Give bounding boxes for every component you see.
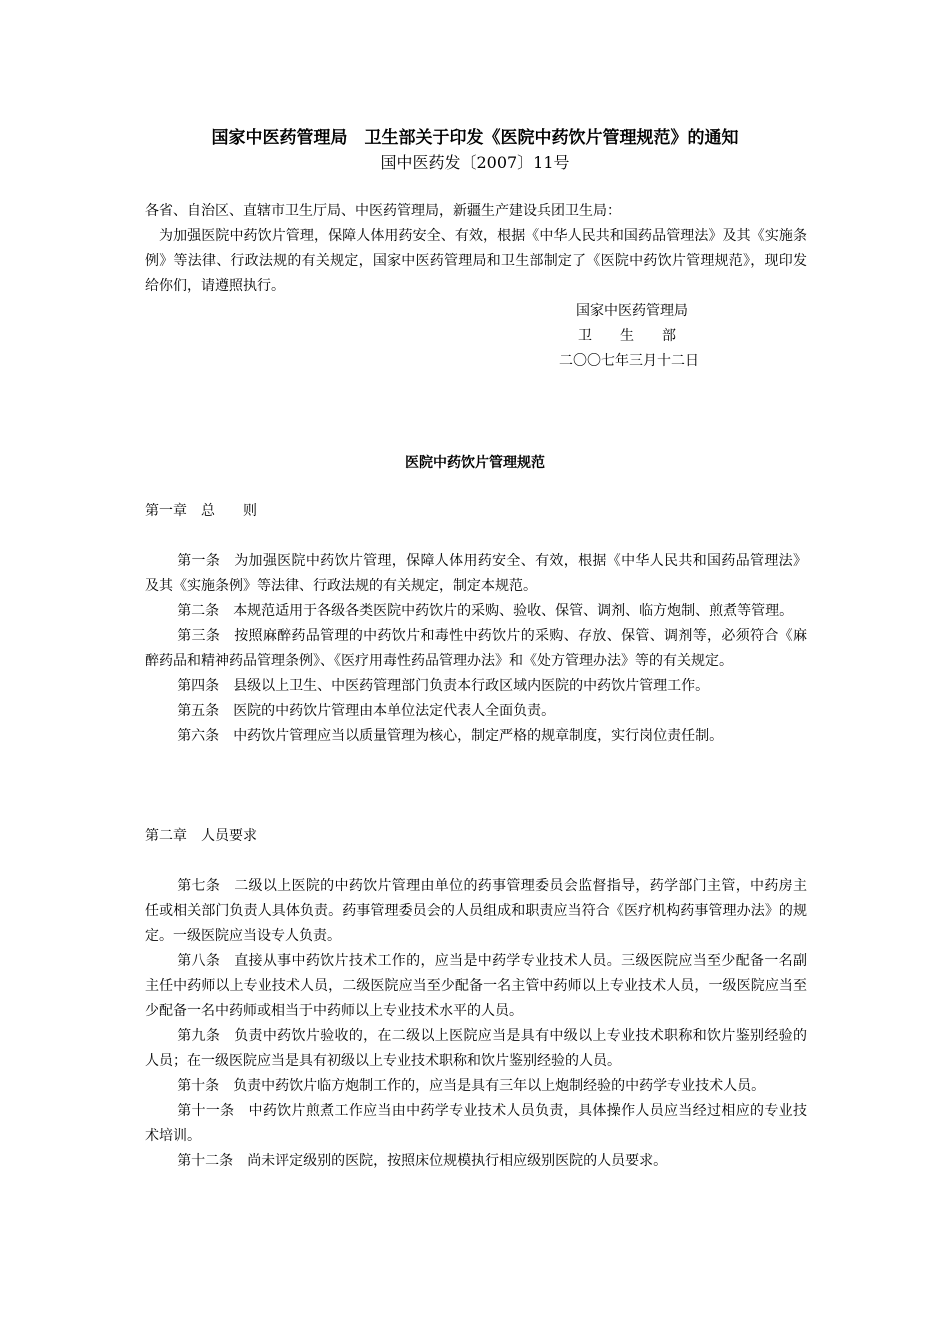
article-item bbox=[145, 1099, 807, 1149]
chapter-1-heading: 第一章 总 则 bbox=[145, 503, 257, 519]
article-item bbox=[145, 549, 807, 599]
article-item bbox=[145, 1024, 807, 1074]
regulation-title: 医院中药饮片管理规范 bbox=[405, 455, 545, 471]
article-number: 第七条 bbox=[177, 878, 221, 894]
article-number: 第十一条 bbox=[177, 1103, 235, 1119]
article-number: 第一条 bbox=[177, 553, 221, 569]
signer-ministry: 卫 生 部 bbox=[578, 328, 676, 344]
article-item bbox=[145, 674, 807, 699]
notice-body-block bbox=[145, 199, 807, 299]
article-number: 第十条 bbox=[177, 1078, 220, 1094]
article-number: 第三条 bbox=[177, 628, 221, 644]
article-text: 负责中药饮片临方炮制工作的，应当是具有三年以上炮制经验的中药学专业技术人员。 bbox=[233, 1078, 766, 1094]
document-number: 国中医药发〔2007〕11号 bbox=[380, 153, 570, 172]
article-number: 第六条 bbox=[177, 728, 220, 744]
article-number: 第四条 bbox=[177, 678, 220, 694]
article-number: 第十二条 bbox=[177, 1153, 234, 1169]
article-number: 第二条 bbox=[177, 603, 220, 619]
article-item bbox=[145, 699, 807, 724]
article-text: 按照麻醉药品管理的中药饮片和毒性中药饮片的采购、存放、保管、调剂等，必须符合《麻醉药品和精神药品管理条例》、《医疗用毒性药品管理办法》和《处方管理办法》等的有关规定。 bbox=[145, 628, 808, 669]
article-item bbox=[145, 599, 807, 624]
chapter-1-articles bbox=[145, 549, 807, 749]
article-item bbox=[145, 624, 807, 674]
article-item bbox=[145, 874, 807, 949]
article-text: 直接从事中药饮片技术工作的，应当是中药学专业技术人员。三级医院应当至少配备一名副主任中药师以上专业技术人员，二级医院应当至少配备一名主管中药师以上专业技术人员，一级医院应当至少配备一名中药师或相当于中药师以上专业技术水平的人员。 bbox=[145, 953, 808, 1019]
salutation: 各省、自治区、直辖市卫生厅局、中医药管理局，新疆生产建设兵团卫生局： bbox=[145, 203, 621, 219]
article-text: 医院的中药饮片管理由本单位法定代表人全面负责。 bbox=[233, 703, 556, 719]
notice-date: 二〇〇七年三月十二日 bbox=[559, 353, 699, 369]
article-text: 中药饮片煎煮工作应当由中药学专业技术人员负责，具体操作人员应当经过相应的专业技术培训。 bbox=[145, 1103, 808, 1144]
article-item bbox=[145, 1149, 807, 1174]
article-item bbox=[145, 949, 807, 1024]
article-text: 二级以上医院的中药饮片管理由单位的药事管理委员会监督指导，药学部门主管，中药房主任或相关部门负责人具体负责。药事管理委员会的人员组成和职责应当符合《医疗机构药事管理办法》的规定。一级医院应当设专人负责。 bbox=[145, 878, 808, 944]
article-text: 负责中药饮片验收的，在二级以上医院应当是具有中级以上专业技术职称和饮片鉴别经验的人员；在一级医院应当是具有初级以上专业技术职称和饮片鉴别经验的人员。 bbox=[145, 1028, 808, 1069]
article-number: 第五条 bbox=[177, 703, 220, 719]
article-item bbox=[145, 724, 807, 749]
article-text: 县级以上卫生、中医药管理部门负责本行政区域内医院的中药饮片管理工作。 bbox=[233, 678, 710, 694]
chapter-2-heading: 第二章 人员要求 bbox=[145, 828, 257, 844]
notice-title: 国家中医药管理局 卫生部关于印发《医院中药饮片管理规范》的通知 bbox=[211, 128, 739, 148]
article-text: 为加强医院中药饮片管理，保障人体用药安全、有效，根据《中华人民共和国药品管理法》及其《实施条例》等法律、行政法规的有关规定，制定本规范。 bbox=[145, 553, 808, 594]
chapter-2-articles bbox=[145, 874, 807, 1174]
article-text: 中药饮片管理应当以质量管理为核心，制定严格的规章制度，实行岗位责任制。 bbox=[233, 728, 724, 744]
article-item bbox=[145, 1074, 807, 1099]
article-number: 第九条 bbox=[177, 1028, 221, 1044]
article-text: 本规范适用于各级各类医院中药饮片的采购、验收、保管、调剂、临方炮制、煎煮等管理。 bbox=[233, 603, 794, 619]
signer-admin: 国家中医药管理局 bbox=[576, 303, 688, 319]
article-number: 第八条 bbox=[177, 953, 221, 969]
notice-body: 为加强医院中药饮片管理，保障人体用药安全、有效，根据《中华人民共和国药品管理法》及其《实施条例》等法律、行政法规的有关规定，国家中医药管理局和卫生部制定了《医院中药饮片管理规范》，现印发给你们，请遵照执行。 bbox=[145, 228, 807, 294]
article-text: 尚未评定级别的医院，按照床位规模执行相应级别医院的人员要求。 bbox=[247, 1153, 668, 1169]
